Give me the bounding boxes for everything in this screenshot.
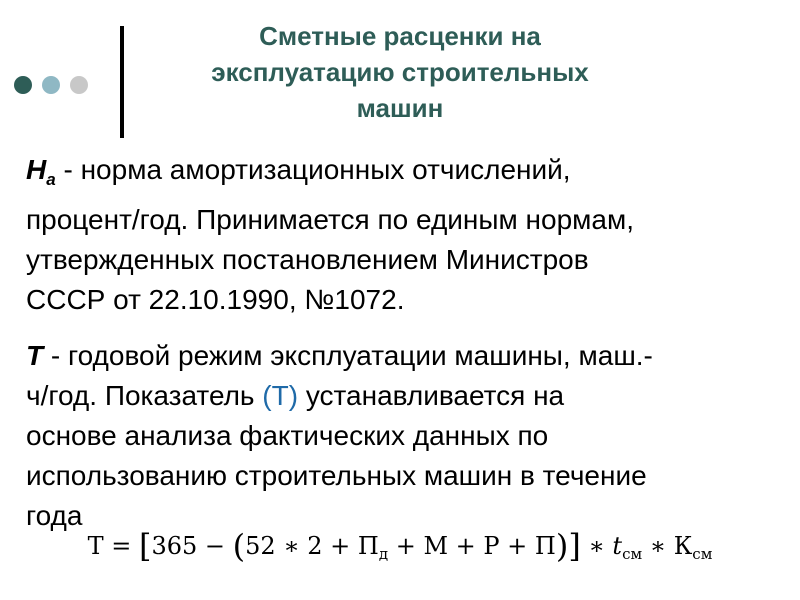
vertical-divider — [120, 26, 124, 138]
formula-t: t — [612, 532, 623, 560]
para1-text-1: норма амортизационных отчислений, — [80, 154, 571, 185]
para2-line-2: ч/год. Показатель (Т) устанавливается на — [26, 380, 565, 411]
para2-line-4: использованию строительных машин в течение — [26, 460, 647, 491]
formula-right-bracket: ] — [568, 527, 581, 565]
title-line-1: Сметные расценки на — [259, 21, 541, 51]
formula-star-1: ∗ — [580, 532, 613, 560]
formula-right-paren: ) — [555, 527, 569, 565]
para2-line-5: года — [26, 500, 83, 531]
title-line-3: машин — [356, 93, 444, 123]
decorative-dot-dark — [14, 76, 32, 94]
formula-star-2: ∗ — [642, 532, 674, 560]
para2-dash: - — [43, 340, 68, 371]
formula-lhs: Т = — [87, 532, 132, 560]
para1-line-3: утвержденных постановлением Министров — [26, 244, 589, 275]
term-na-subscript: а — [46, 170, 56, 189]
decorative-dot-light — [42, 76, 60, 94]
bullet-dots — [14, 76, 88, 94]
para1-line-1 — [26, 150, 776, 200]
term-na: $Н_а$ — [26, 154, 56, 189]
formula-left-paren: ( — [232, 527, 246, 565]
highlight-open-paren: ( — [262, 380, 272, 411]
para1-line-4: СССР от 22.10.1990, №1072. — [26, 284, 405, 315]
paragraph-na — [26, 150, 776, 320]
para1-line-2: процент/год. Принимается по единым нормам, — [26, 204, 635, 235]
slide-body — [26, 150, 776, 540]
para2-line-3: основе анализа фактических данных по — [26, 420, 549, 451]
formula-part-1: 365 − — [151, 532, 233, 560]
para1-dash: - — [55, 154, 81, 185]
formula-sub-d: д — [378, 545, 389, 563]
para2-line-1 — [26, 336, 776, 376]
formula-part-3: + М + Р + П — [388, 532, 556, 560]
formula — [0, 525, 800, 572]
paragraph-t — [26, 336, 776, 536]
para2-text-1: годовой режим эксплуатации машины, маш.- — [68, 340, 653, 371]
formula-sub-sm-2: см — [692, 545, 713, 563]
highlight-t: Т — [271, 380, 289, 411]
decorative-dot-gray — [70, 76, 88, 94]
highlight-close-paren: ) — [288, 380, 299, 411]
title-line-2: эксплуатацию строительных — [211, 57, 589, 87]
term-t: Т — [26, 340, 44, 371]
formula-k: К — [673, 532, 693, 560]
formula-part-2: 52 ∗ 2 + П — [245, 532, 379, 560]
formula-sub-sm-1: см — [622, 545, 643, 563]
slide-title — [150, 18, 650, 126]
formula-left-bracket: [ — [139, 527, 152, 565]
